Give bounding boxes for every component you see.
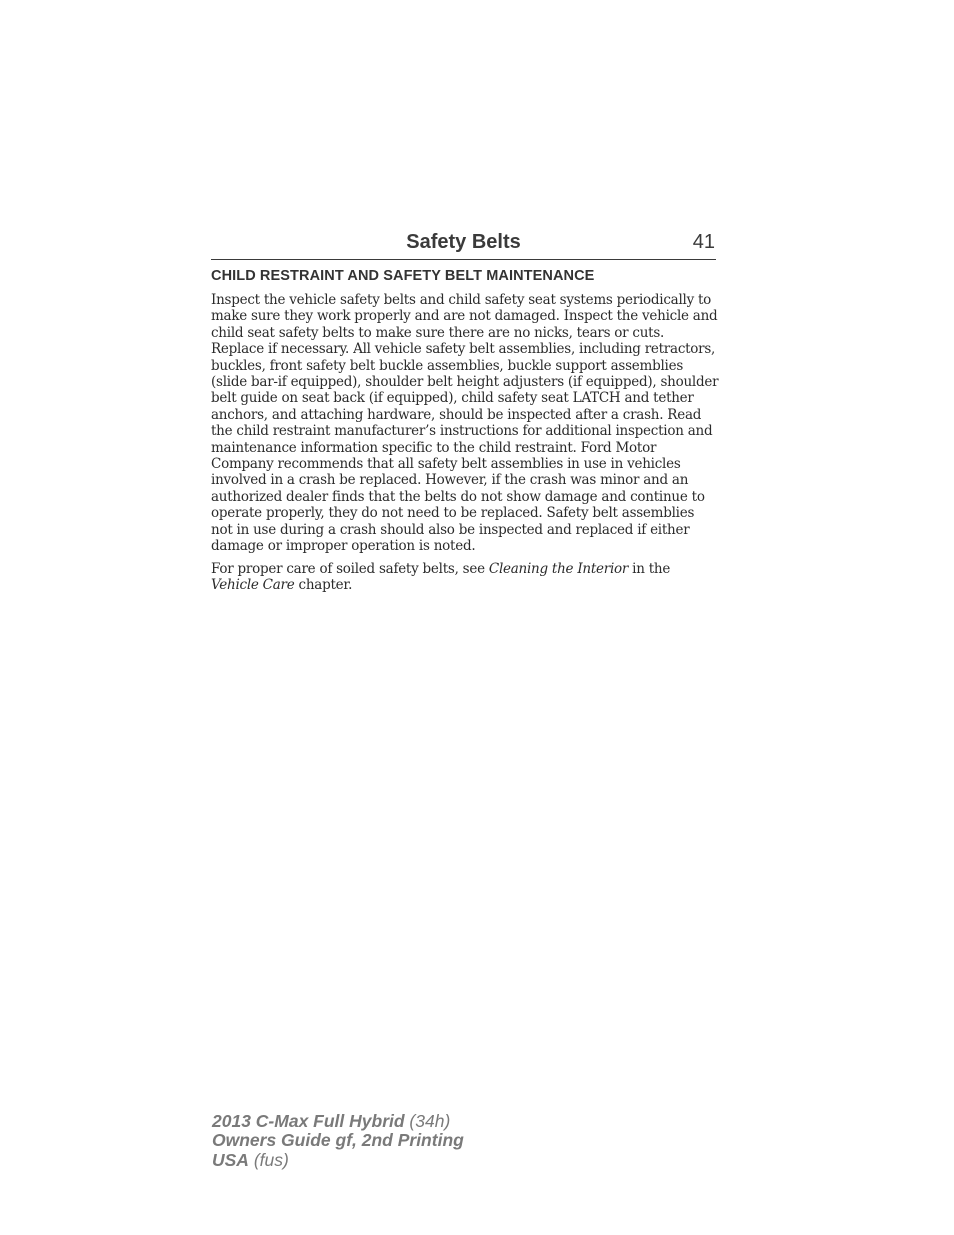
vehicle-care-reference[interactable]: Vehicle Care xyxy=(211,576,295,593)
footer-line-guide xyxy=(212,1131,612,1150)
footer-model: 2013 C-Max Full Hybrid xyxy=(212,1111,405,1131)
page-content xyxy=(211,267,719,599)
cleaning-interior-reference[interactable]: Cleaning the Interior xyxy=(488,560,629,577)
footer-market-code: (fus) xyxy=(248,1149,289,1170)
section-heading: CHILD RESTRAINT AND SAFETY BELT MAINTENANCE xyxy=(211,268,595,284)
footer-market: USA xyxy=(212,1149,249,1170)
footer-guide: Owners Guide gf, 2nd Printing xyxy=(212,1130,464,1151)
document-footer xyxy=(212,1112,612,1170)
page-header xyxy=(211,229,716,260)
footer-line-market xyxy=(212,1151,612,1170)
paragraph2-text-1: For proper care of soiled safety belts, see xyxy=(211,560,489,577)
page-title: Safety Belts xyxy=(406,231,521,253)
paragraph2-text-3: chapter. xyxy=(294,576,353,593)
maintenance-paragraph: Inspect the vehicle safety belts and child safety seat systems periodically to make sure they work properly and are not damaged. Inspect the vehicle and child seat safety belts to make sure there are no nicks, tears or cuts. Replace if necessary. All vehicle safety belt assemblies, including retractors, buckles, front safety belt buckle assemblies, buckle support assemblies (slide bar-if equipped), shoulder belt height adjusters (if equipped), shoulder belt guide on seat back (if equipped), child safety seat LATCH and tether anchors, and attaching hardware, should be inspected after a crash. Read the child restraint manufacturer’s instructions for additional inspection and maintenance information specific to the child restraint. Ford Motor Company recommends that all safety belt assemblies in use in vehicles involved in a crash be replaced. However, if the crash was minor and an authorized dealer finds that the belts do not show damage and continue to operate properly, they do not need to be replaced. Safety belt assemblies not in use during a crash should also be inspected and replaced if either damage or improper operation is noted. xyxy=(211,292,719,555)
footer-line-model xyxy=(212,1112,612,1131)
page-number: 41 xyxy=(692,231,715,253)
soiled-belts-paragraph xyxy=(211,561,719,594)
footer-model-code: (34h) xyxy=(404,1111,451,1131)
paragraph2-text-2: in the xyxy=(628,560,671,577)
